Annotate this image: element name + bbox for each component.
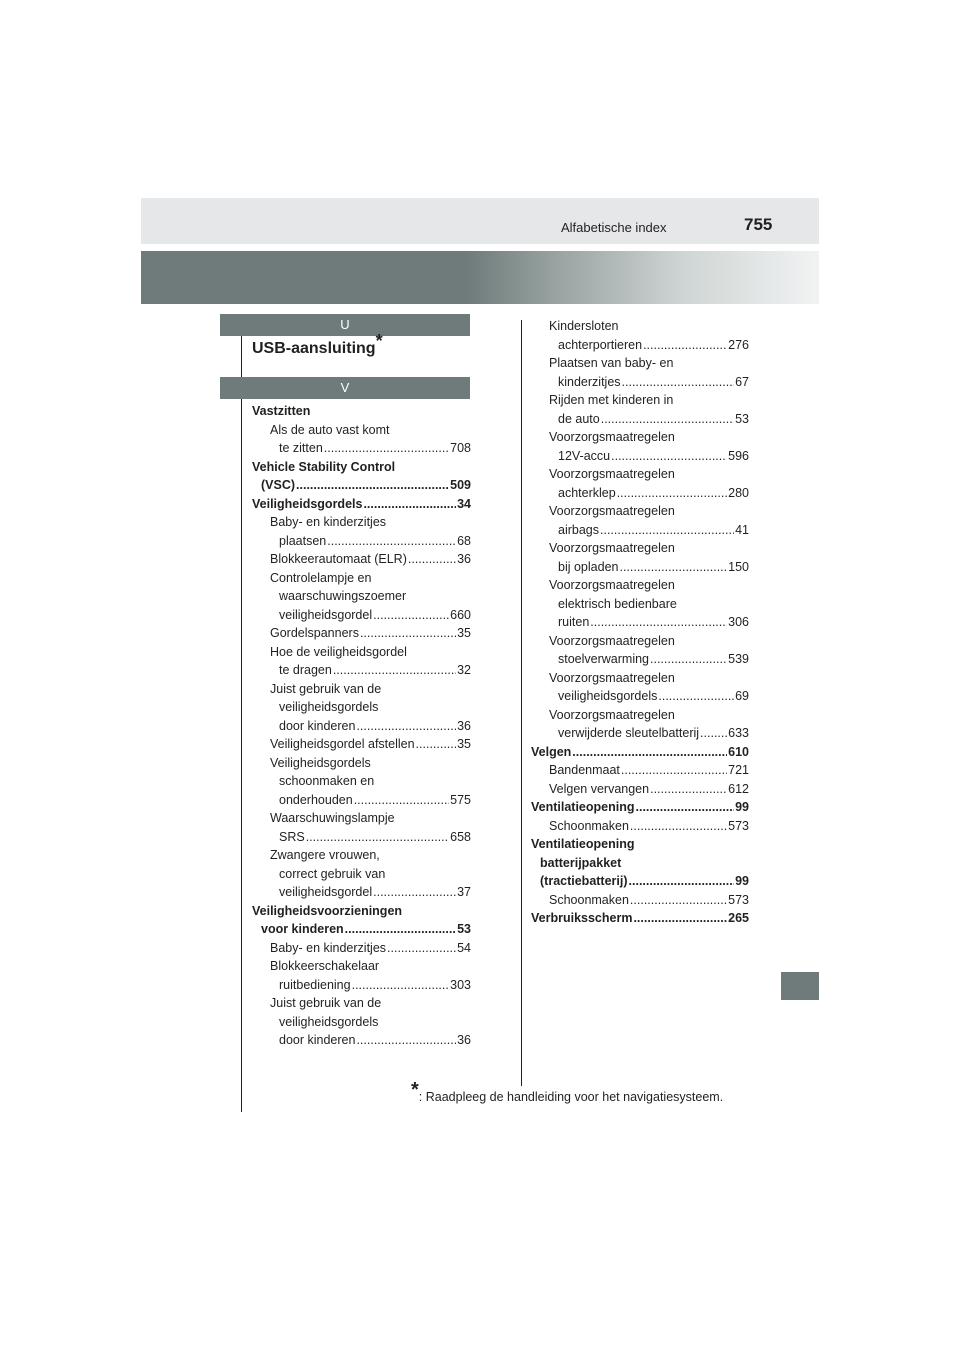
- index-subentry: Voorzorgsmaatregelen: [549, 541, 675, 555]
- page-ref: 37: [457, 885, 471, 899]
- index-subentry: Voorzorgsmaatregelen: [549, 467, 675, 481]
- page-ref: 35: [457, 737, 471, 751]
- index-subentry[interactable]: bij opladen ..... 150: [558, 559, 749, 575]
- index-entry[interactable]: voor kinderen ..... 53: [261, 921, 471, 937]
- page-ref: 32: [457, 663, 471, 677]
- index-entry[interactable]: Ventilatieopening ..... 99: [531, 799, 749, 815]
- index-subentry[interactable]: onderhouden ..... 575: [279, 792, 471, 808]
- page-ref: 99: [735, 874, 749, 888]
- page-ref: 35: [457, 626, 471, 640]
- page-ref: 573: [728, 893, 749, 907]
- index-subentry[interactable]: 12V-accu ..... 596: [558, 448, 749, 464]
- index-subentry: Controlelampje en: [270, 571, 372, 585]
- index-subentry: Voorzorgsmaatregelen: [549, 430, 675, 444]
- index-subentry: Veiligheidsgordels: [270, 756, 371, 770]
- index-subentry: waarschuwingszoemer: [279, 589, 407, 603]
- index-subentry: Voorzorgsmaatregelen: [549, 578, 675, 592]
- index-subentry: Voorzorgsmaatregelen: [549, 504, 675, 518]
- index-subentry: Voorzorgsmaatregelen: [549, 671, 675, 685]
- index-entry[interactable]: Veiligheidsgordels ..... 34: [252, 496, 471, 512]
- page-ref: 276: [728, 338, 749, 352]
- index-subentry[interactable]: te zitten ..... 708: [279, 440, 471, 456]
- page-ref: 306: [728, 615, 749, 629]
- index-subentry[interactable]: Velgen vervangen ..... 612: [549, 781, 749, 797]
- page-ref: 633: [728, 726, 749, 740]
- index-subentry[interactable]: Schoonmaken ..... 573: [549, 892, 749, 908]
- column-divider: [521, 320, 522, 1086]
- index-subentry: Voorzorgsmaatregelen: [549, 634, 675, 648]
- page-ref: 68: [457, 534, 471, 548]
- page-ref: 265: [728, 911, 749, 925]
- index-subentry: Hoe de veiligheidsgordel: [270, 645, 407, 659]
- page-ref: 69: [735, 689, 749, 703]
- index-subentry[interactable]: Baby- en kinderzitjes ..... 54: [270, 940, 471, 956]
- page-ref: 660: [450, 608, 471, 622]
- page-ref: 573: [728, 819, 749, 833]
- page-ref: 36: [457, 719, 471, 733]
- index-subentry[interactable]: stoelverwarming ..... 539: [558, 651, 749, 667]
- page-ref: 34: [457, 497, 471, 511]
- page-ref: 539: [728, 652, 749, 666]
- index-subentry: schoonmaken en: [279, 774, 375, 788]
- page-ref: 612: [728, 782, 749, 796]
- page-number: 755: [744, 215, 773, 234]
- page-ref: 708: [450, 441, 471, 455]
- index-entry[interactable]: Verbruiksscherm ..... 265: [531, 910, 749, 926]
- header-band: [141, 251, 819, 304]
- usb-footnote-marker: *: [375, 331, 383, 351]
- page-ref: 41: [735, 523, 749, 537]
- index-subentry: Voorzorgsmaatregelen: [549, 708, 675, 722]
- index-subentry: Juist gebruik van de: [270, 996, 382, 1010]
- index-subentry[interactable]: door kinderen ..... 36: [279, 1032, 471, 1048]
- index-subentry: veiligheidsgordels: [279, 1015, 379, 1029]
- index-subentry[interactable]: te dragen ..... 32: [279, 662, 471, 678]
- footnote-text: : Raadpleeg de handleiding voor het navigatiesysteem.: [418, 1090, 724, 1104]
- index-subentry: Zwangere vrouwen,: [270, 848, 380, 862]
- index-subentry[interactable]: veiligheidsgordel ..... 37: [279, 884, 471, 900]
- index-subentry[interactable]: kinderzitjes ..... 67: [558, 374, 749, 390]
- index-subentry[interactable]: SRS ..... 658: [279, 829, 471, 845]
- index-subentry: correct gebruik van: [279, 867, 386, 881]
- page-ref: 303: [450, 978, 471, 992]
- header-bar: [141, 198, 819, 244]
- page-ref: 53: [457, 922, 471, 936]
- index-subentry: veiligheidsgordels: [279, 700, 379, 714]
- page-ref: 53: [735, 412, 749, 426]
- section-header-u: U: [220, 314, 470, 336]
- index-subentry: Plaatsen van baby- en: [549, 356, 674, 370]
- index-subentry: Blokkeerschakelaar: [270, 959, 380, 973]
- index-subentry: Juist gebruik van de: [270, 682, 382, 696]
- footnote: [411, 1079, 724, 1104]
- index-subentry[interactable]: Blokkeerautomaat (ELR) ..... 36: [270, 551, 471, 567]
- page-ref: 150: [728, 560, 749, 574]
- page-ref: 280: [728, 486, 749, 500]
- index-entry[interactable]: Vastzitten: [252, 404, 311, 418]
- index-entry[interactable]: (tractiebatterij) ..... 99: [540, 873, 749, 889]
- section-header-v: V: [220, 377, 470, 399]
- index-subentry[interactable]: Gordelspanners ..... 35: [270, 625, 471, 641]
- index-subentry: Als de auto vast komt: [270, 423, 390, 437]
- index-subentry[interactable]: plaatsen ..... 68: [279, 533, 471, 549]
- index-subentry[interactable]: airbags ..... 41: [558, 522, 749, 538]
- index-subentry[interactable]: achterportieren ..... 276: [558, 337, 749, 353]
- index-entry: Ventilatieopening: [531, 837, 635, 851]
- index-subentry: Rijden met kinderen in: [549, 393, 674, 407]
- index-subentry[interactable]: veiligheidsgordels ..... 69: [558, 688, 749, 704]
- page-ref: 575: [450, 793, 471, 807]
- usb-label: USB-aansluiting: [252, 340, 376, 357]
- index-subentry[interactable]: verwijderde sleutelbatterij ..... 633: [558, 725, 749, 741]
- index-entry: Veiligheidsvoorzieningen: [252, 904, 403, 918]
- index-subentry[interactable]: achterklep ..... 280: [558, 485, 749, 501]
- index-subentry: Kindersloten: [549, 319, 619, 333]
- index-entry: Vehicle Stability Control: [252, 460, 396, 474]
- section-title: Alfabetische index: [561, 220, 667, 235]
- page-ref: 658: [450, 830, 471, 844]
- index-subentry: elektrisch bedienbare: [558, 597, 677, 611]
- chapter-tab: [781, 972, 819, 1000]
- page-ref: 509: [450, 478, 471, 492]
- index-subentry[interactable]: door kinderen ..... 36: [279, 718, 471, 734]
- index-subentry[interactable]: de auto ..... 53: [558, 411, 749, 427]
- index-subentry[interactable]: ruiten ..... 306: [558, 614, 749, 630]
- page-ref: 721: [728, 763, 749, 777]
- index-subentry[interactable]: Veiligheidsgordel afstellen ..... 35: [270, 736, 471, 752]
- index-entry[interactable]: Velgen ..... 610: [531, 744, 749, 760]
- index-subentry: Baby- en kinderzitjes: [270, 515, 387, 529]
- page-ref: 36: [457, 1033, 471, 1047]
- index-subentry[interactable]: veiligheidsgordel ..... 660: [279, 607, 471, 623]
- page-ref: 36: [457, 552, 471, 566]
- index-subentry[interactable]: ruitbediening ..... 303: [279, 977, 471, 993]
- page-ref: 99: [735, 800, 749, 814]
- index-entry[interactable]: (VSC) ..... 509: [261, 477, 471, 493]
- index-subentry[interactable]: Schoonmaken ..... 573: [549, 818, 749, 834]
- usb-entry[interactable]: [252, 331, 383, 357]
- index-subentry[interactable]: Bandenmaat ..... 721: [549, 762, 749, 778]
- index-subentry: Waarschuwingslampje: [270, 811, 395, 825]
- page-ref: 596: [728, 449, 749, 463]
- page-ref: 610: [728, 745, 749, 759]
- left-margin-rule: [241, 336, 242, 1112]
- index-entry: batterijpakket: [540, 856, 622, 870]
- footnote-marker: *: [411, 1079, 419, 1101]
- page-ref: 67: [735, 375, 749, 389]
- page-ref: 54: [457, 941, 471, 955]
